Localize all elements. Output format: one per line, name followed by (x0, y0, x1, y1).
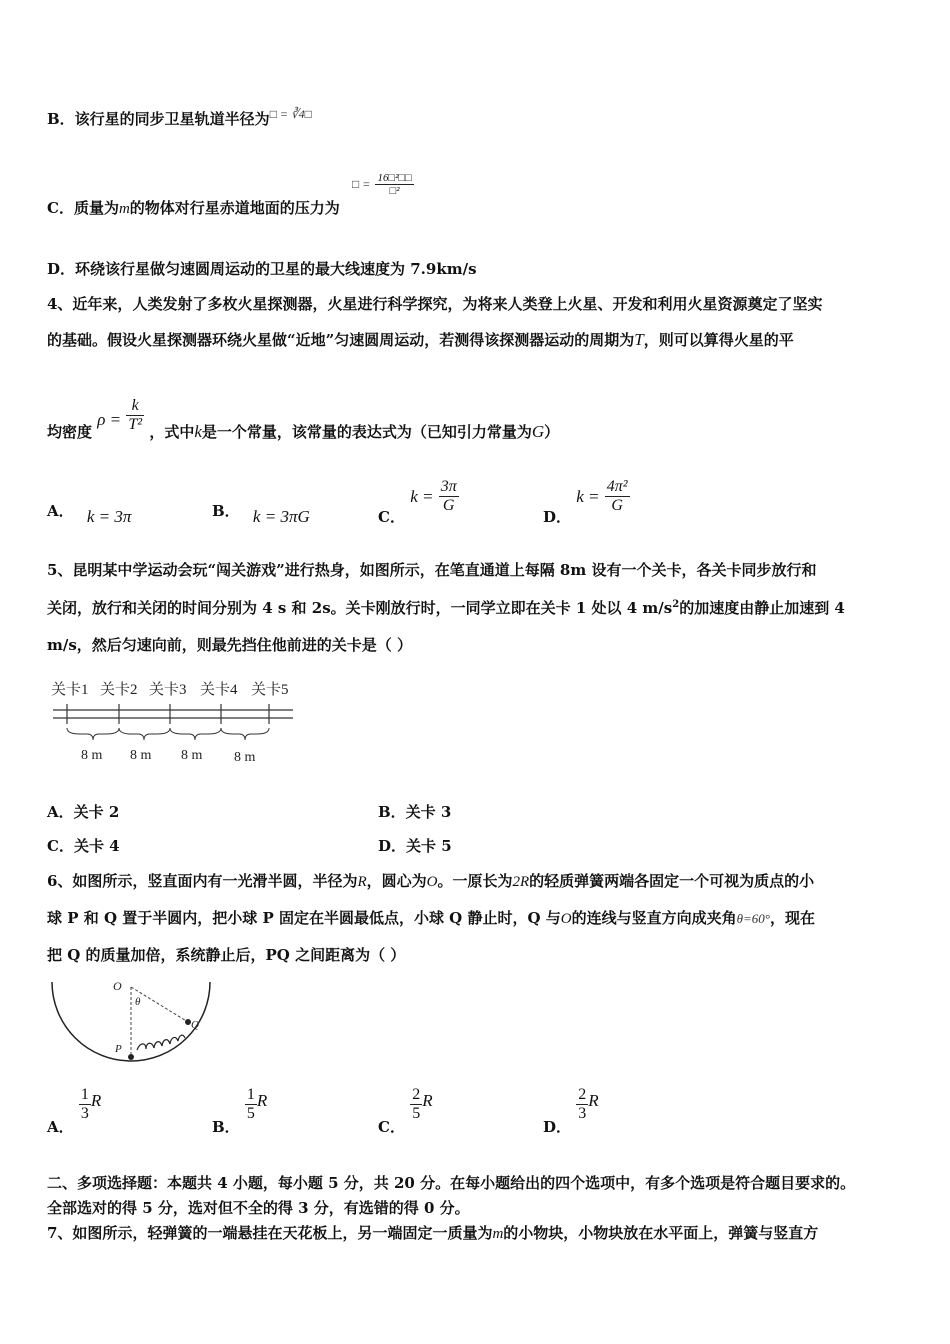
q3-option-c-formula-fraction (375, 172, 413, 197)
q5-option-a[interactable]: A．关卡 2 (47, 803, 120, 821)
q4-option-c-num: 3π (440, 478, 457, 495)
q4-option-c[interactable] (378, 478, 459, 527)
q5-figure (45, 676, 305, 768)
q6-R: R (357, 874, 367, 890)
q5-line1: 5、昆明某中学运动会玩“闯关游戏”进行热身，如图所示，在笔直通道上每隔 8m 设有一个关卡，各关卡同步放行和 (47, 561, 817, 579)
q4-option-a-formula: k = 3π (86, 507, 132, 526)
q5-label-3: 关卡3 (149, 682, 187, 698)
q4-line2 (47, 329, 794, 350)
q6-option-a[interactable] (47, 1086, 102, 1137)
q4-option-b-formula: k = 3πG (252, 507, 310, 526)
q6-line2a: 球 P 和 Q 置于半圆内，把小球 P 固定在半圆最低点，小球 Q 静止时，Q 与 (47, 909, 561, 927)
q6-option-c-label: C． (378, 1118, 405, 1137)
q6-option-d-label: D． (543, 1118, 572, 1137)
q4-option-a[interactable] (47, 500, 132, 526)
q6-label-o: O (113, 979, 122, 993)
q4-line3 (47, 397, 559, 447)
q6-option-a-label: A． (47, 1118, 74, 1137)
q6-option-a-den: 3 (80, 1104, 89, 1122)
q6-option-c-den: 5 (412, 1104, 421, 1122)
q4-option-d-fraction (605, 478, 630, 514)
q4-option-c-fraction (439, 478, 459, 514)
q4-rho-den: T² (128, 415, 143, 433)
q6-option-b[interactable] (212, 1086, 268, 1137)
q6-label-q: Q (191, 1019, 199, 1031)
q6-theta: θ=60° (736, 911, 770, 926)
q6-option-c-fraction (410, 1086, 422, 1122)
q6-O: O (426, 874, 438, 890)
q6-line1a: 6、如图所示，竖直面内有一光滑半圆，半径为 (47, 872, 358, 890)
q4-rho-num: k (126, 397, 144, 416)
q6-option-c-num: 2 (412, 1086, 421, 1103)
q6-line1d: 的轻质弹簧两端各固定一个可视为质点的小 (529, 872, 815, 890)
q4-G: G (531, 422, 545, 442)
q5-label-2: 关卡2 (100, 682, 138, 698)
q4-option-d-label: D． (543, 508, 572, 527)
q4-option-c-den: G (442, 496, 455, 514)
q3-option-c (47, 197, 340, 218)
q6-option-c[interactable] (378, 1086, 433, 1137)
q6-option-a-var: R (90, 1091, 102, 1111)
q6-option-b-label: B． (212, 1118, 240, 1137)
q6-2R: 2R (512, 874, 530, 890)
q3-option-d: D．环绕该行星做匀速圆周运动的卫星的最大线速度为 7.9km/s (47, 260, 477, 278)
q6-line2b: 的连线与竖直方向成夹角 (571, 909, 737, 927)
q5-label-1: 关卡1 (51, 682, 89, 698)
q4-option-b-label: B． (212, 502, 240, 520)
q5-brace-4 (221, 728, 269, 740)
q4-option-c-label: C． (378, 508, 405, 527)
q6-option-d-var: R (588, 1091, 599, 1111)
q6-line1b: ，圆心为 (366, 872, 427, 890)
q7-line1a: 7、如图所示，轻弹簧的一端悬挂在天花板上，另一端固定一质量为 (47, 1224, 493, 1242)
q3-option-b-formula: □ = ∛4□ (269, 107, 312, 121)
q5-line2 (47, 597, 845, 618)
q5-option-b[interactable]: B．关卡 3 (378, 803, 452, 821)
q4-line1: 4、近年来，人类发射了多枚火星探测器，火星进行科学探究，为将来人类登上火星、开发和利用火星资源奠定了坚实 (47, 295, 823, 313)
q6-spring (137, 1035, 185, 1050)
q3-option-b-text: B．该行星的同步卫星轨道半径为 (47, 110, 270, 128)
q4-option-d[interactable] (543, 478, 630, 527)
q7-m: m (492, 1226, 504, 1242)
q6-line2 (47, 907, 815, 928)
q5-brace-2 (119, 728, 170, 740)
q6-option-b-fraction (245, 1086, 257, 1122)
q3-option-c-mass: m (118, 201, 130, 217)
q6-option-a-fraction (79, 1086, 91, 1122)
q5-label-4: 关卡4 (200, 682, 238, 698)
q4-rho: ρ = (97, 410, 122, 430)
q6-line1 (47, 870, 814, 891)
q6-option-b-var: R (256, 1091, 268, 1111)
q6-ball-p (128, 1054, 134, 1060)
q5-option-c[interactable]: C．关卡 4 (47, 837, 120, 855)
q3-option-c-formula-den: □² (389, 185, 400, 198)
q3-option-c-formula-num: 16□²□□ (377, 172, 412, 184)
q7-line1b: 的小物块，小物块放在水平面上，弹簧与竖直方 (503, 1224, 819, 1242)
q4-period-symbol: T (634, 330, 644, 349)
q4-option-d-num: 4π² (606, 478, 628, 495)
q6-option-b-den: 5 (246, 1104, 255, 1122)
q4-line2b: ，则可以算得火星的平 (643, 331, 794, 349)
q6-line3: 把 Q 的质量加倍，系统静止后，PQ 之间距离为（ ） (47, 946, 406, 964)
q4-line3b: ，式中 (149, 423, 195, 442)
q5-line2a: 关闭，放行和关闭的时间分别为 4 s 和 2s。关卡刚放行时，一同学立即在关卡 1 处以 4 m/s (47, 599, 673, 617)
q3-option-c-text: C．质量为 (47, 199, 119, 217)
q6-option-d-den: 3 (578, 1104, 587, 1122)
q6-option-c-var: R (422, 1091, 433, 1111)
q6-option-d[interactable] (543, 1086, 599, 1137)
q4-option-d-den: G (611, 496, 623, 514)
q5-spacing-4: 8 m (234, 750, 256, 765)
q5-line2-sup: 2 (672, 599, 680, 610)
q6-label-p: P (115, 1043, 122, 1055)
q5-line2b: 的加速度由静止加速到 4 (679, 599, 845, 617)
q4-k: k (194, 422, 202, 442)
q5-option-d[interactable]: D．关卡 5 (378, 837, 452, 855)
q4-line3a: 均密度 (47, 423, 93, 442)
q6-option-d-fraction (576, 1086, 588, 1122)
q6-line1c: 。一原长为 (437, 872, 513, 890)
q5-label-5: 关卡5 (251, 682, 289, 698)
q5-spacing-1: 8 m (81, 748, 103, 763)
q3-option-c-text2: 的物体对行星赤道地面的压力为 (129, 199, 340, 217)
q6-line2c: ，现在 (769, 909, 815, 927)
q6-option-d-num: 2 (578, 1086, 587, 1103)
q6-label-theta: θ (135, 996, 141, 1008)
q5-spacing-2: 8 m (130, 748, 152, 763)
q6-option-b-num: 1 (246, 1086, 255, 1103)
q4-option-a-label: A． (47, 502, 74, 520)
q4-rho-fraction (126, 397, 144, 433)
q6-option-a-num: 1 (80, 1086, 89, 1103)
q4-line3d: ） (544, 423, 560, 442)
q5-brace-1 (67, 728, 119, 740)
q4-option-b[interactable] (212, 500, 310, 526)
q3-option-c-formula-lhs: □ = (352, 177, 371, 192)
section2-line2: 全部选对的得 5 分，选对但不全的得 3 分，有选错的得 0 分。 (47, 1199, 470, 1217)
q5-brace-3 (170, 728, 221, 740)
q6-line2-O: O (560, 911, 572, 927)
q3-option-c-formula (352, 172, 414, 197)
q4-option-c-lhs: k = (410, 487, 434, 507)
q5-spacing-3: 8 m (181, 748, 203, 763)
q3-option-b (47, 108, 312, 129)
section2-line1: 二、多项选择题：本题共 4 小题，每小题 5 分，共 20 分。在每小题给出的四个选项中，有多个选项是符合题目要求的。 (47, 1174, 856, 1192)
q4-line3c: 是一个常量，该常量的表达式为（已知引力常量为 (201, 423, 532, 442)
q5-line3: m/s，然后匀速向前，则最先挡住他前进的关卡是（ ） (47, 636, 413, 654)
q6-figure (47, 978, 217, 1064)
q7-line1 (47, 1222, 818, 1243)
q4-option-d-lhs: k = (576, 487, 600, 507)
q4-line2a: 的基础。假设火星探测器环绕火星做“近地”匀速圆周运动，若测得该探测器运动的周期为 (47, 331, 635, 349)
